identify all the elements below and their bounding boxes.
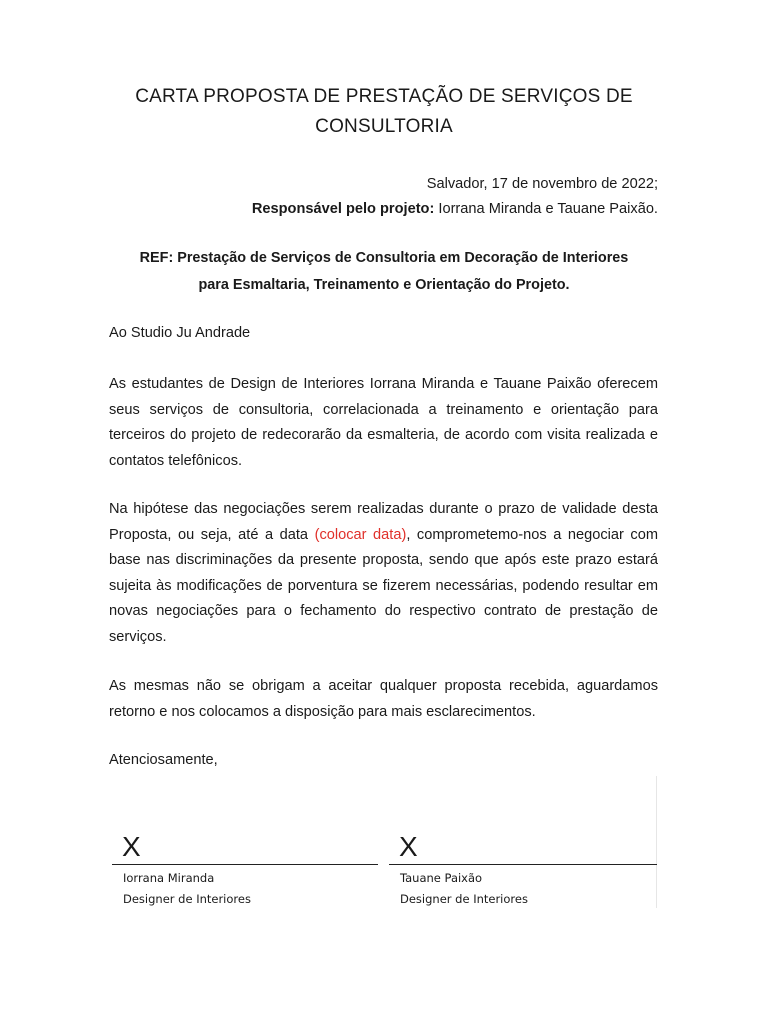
responsible-line [98,197,658,222]
paragraph-intro: As estudantes de Design de Interiores Iorrana Miranda e Tauane Paixão oferecem seus serviços de consultoria, correlacionada a treinamento e orientação para terceiros do projeto de redecorarão da esmalteria, de acordo com visita realizada e contatos telefônicos. [109,376,658,469]
signature-line-tauane [389,832,657,865]
signer-info-iorrana [123,868,251,910]
salutation: Ao Studio Ju Andrade [109,325,251,341]
header-info [98,172,658,222]
reference-heading [0,245,768,299]
title-line-2: CONSULTORIA [315,116,453,137]
signer-name: Tauane Paixão [400,871,483,885]
responsible-value: Iorrana Miranda e Tauane Paixão. [434,201,658,217]
signer-role: Designer de Interiores [400,892,528,906]
closing-greeting: Atenciosamente, [109,752,218,768]
paragraph-validity-end: , comprometemo-nos a negociar com base nas discriminações da presente proposta, sendo que após este prazo estará sujeita às modificações de porventura se fizerem necessárias, podendo resultar em novas negociações para o fechamento do respectivo contrato de prestação de serviços. [109,526,658,645]
signer-name: Iorrana Miranda [123,871,215,885]
reference-line-1: REF: Prestação de Serviços de Consultoria em Decoração de Interiores [139,250,629,266]
paragraph-closing-remarks: As mesmas não se obrigam a aceitar qualquer proposta recebida, aguardamos retorno e nos colocamos a disposição para mais esclarecimentos. [109,678,658,720]
signer-info-tauane [400,868,528,910]
date-line: Salvador, 17 de novembro de 2022; [426,176,658,192]
signer-role: Designer de Interiores [123,892,251,906]
signature-mark: X [399,831,418,862]
title-line-1: CARTA PROPOSTA DE PRESTAÇÃO DE SERVIÇOS DE [135,86,633,107]
signature-line-iorrana [112,832,378,865]
responsible-label: Responsável pelo projeto: [251,201,435,217]
paragraph-validity [109,497,658,650]
date-placeholder: (colocar data) [314,526,407,543]
signature-mark: X [122,831,141,862]
reference-line-2: para Esmaltaria, Treinamento e Orientação do Projeto. [198,277,570,293]
document-title [0,82,768,142]
paragraph-validity-start: Na hipótese das negociações serem realizadas durante o prazo de validade desta Proposta, ou seja, até a data [109,501,658,543]
